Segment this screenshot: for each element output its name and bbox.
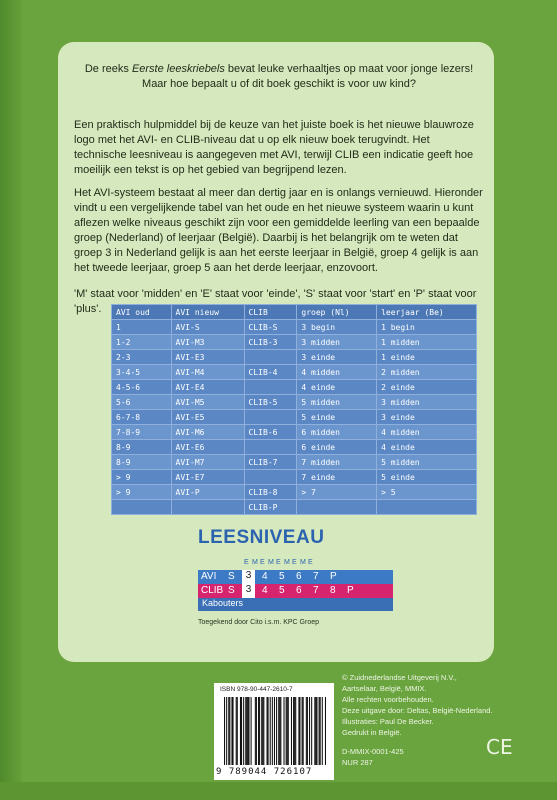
barcode-bar [237, 697, 238, 765]
publisher-info [342, 672, 493, 738]
table-cell-leerjaar: 2 midden [377, 365, 477, 380]
barcode-bar [258, 697, 259, 765]
table-row [112, 455, 477, 470]
barcode-bar [279, 697, 280, 765]
avi-level-value: 5 [279, 571, 285, 582]
barcode-bar [280, 697, 281, 765]
table-cell-nieuw: AVI-E7 [171, 470, 244, 485]
table-cell-groep: 7 midden [297, 455, 377, 470]
barcode-bar [228, 697, 229, 765]
leesniveau-logo [198, 527, 398, 647]
logo-title-lees: LEES [198, 527, 250, 548]
logo-credit: Toegekend door Cito i.s.m. KPC Groep [198, 619, 320, 626]
barcode-bar [311, 697, 312, 765]
logo-title-niveau: NIVEAU [249, 527, 325, 548]
table-cell-leerjaar: 5 einde [377, 470, 477, 485]
table-cell-nieuw: AVI-M3 [171, 335, 244, 350]
barcode-bar [294, 697, 295, 765]
table-cell-oud: 2-3 [112, 350, 172, 365]
barcode-bar [224, 697, 225, 765]
barcode-bar [307, 697, 308, 765]
table-cell-nieuw: AVI-P [171, 485, 244, 500]
book-spine [0, 0, 22, 800]
barcode-bar [251, 697, 252, 765]
isbn-digits: 9 789044 726107 [216, 767, 313, 777]
table-cell-leerjaar: 4 einde [377, 440, 477, 455]
barcode-bar [303, 697, 304, 765]
table-row [112, 500, 477, 515]
barcode-bar [286, 697, 287, 765]
intro-line1-start: De reeks [84, 63, 132, 75]
table-row [112, 485, 477, 500]
table-cell-groep: 3 einde [297, 350, 377, 365]
deposit-code: D-MMIX-0001-425 [342, 747, 404, 756]
barcode-bar [314, 697, 315, 765]
table-row [112, 410, 477, 425]
scale-marker: M [252, 559, 258, 566]
header-groep: groep (Nl) [297, 305, 377, 320]
table-cell-clib [244, 470, 297, 485]
avi-comparison-table [111, 304, 477, 515]
barcode-bar [319, 697, 320, 765]
barcode-bar [255, 697, 256, 765]
avi-level-bar [198, 570, 393, 584]
header-leerjaar: leerjaar (Be) [377, 305, 477, 320]
table-cell-groep: 7 einde [297, 470, 377, 485]
table-cell-leerjaar: 5 midden [377, 455, 477, 470]
barcode-bar [243, 697, 244, 765]
barcode-bars [224, 697, 326, 765]
table-cell-clib: CLIB-P [244, 500, 297, 515]
table-row [112, 365, 477, 380]
table-row [112, 320, 477, 335]
table-cell-groep: 4 einde [297, 380, 377, 395]
table-cell-oud: 5-6 [112, 395, 172, 410]
table-cell-leerjaar: 1 einde [377, 350, 477, 365]
barcode-bar [325, 697, 326, 765]
table-cell-nieuw: AVI-E5 [171, 410, 244, 425]
table-cell-groep: 6 midden [297, 425, 377, 440]
clib-bar-highlight: 3 [242, 584, 255, 598]
table-cell-oud: 6-7-8 [112, 410, 172, 425]
barcode-bar [276, 697, 277, 765]
table-cell-groep: 4 midden [297, 365, 377, 380]
table-cell-oud: > 9 [112, 470, 172, 485]
publisher-line: Gedrukt in België. [342, 728, 402, 737]
paragraph-logo: Een praktisch hulpmiddel bij de keuze van het juiste boek is het nieuwe blauwroze logo met het AVI- en CLIB-niveau dat u op elk nieuw boek terugvindt. Het technische leesniveau is aangegeven met AVI, terwijl CLIB een indicatie geeft hoe moeilijk een tekst is op het gebied van begrijpend lezen. [74, 119, 474, 176]
table-row [112, 425, 477, 440]
scale-marker: M [300, 559, 306, 566]
table-cell-nieuw: AVI-M4 [171, 365, 244, 380]
intro-line1-end: bevat leuke verhaaltjes op maat voor jonge lezers! [224, 63, 474, 75]
table-header-row [112, 305, 477, 320]
table-cell-leerjaar: 1 midden [377, 335, 477, 350]
table-cell-clib [244, 350, 297, 365]
avi-bar-start: S [228, 571, 235, 582]
logo-title [198, 527, 324, 549]
table-cell-clib: CLIB-3 [244, 335, 297, 350]
avi-level-value: 6 [296, 571, 302, 582]
table-cell-clib [244, 440, 297, 455]
table-cell-groep: > 7 [297, 485, 377, 500]
barcode-bar [247, 697, 248, 765]
table-cell-oud: 1-2 [112, 335, 172, 350]
barcode-bar [274, 697, 275, 765]
table-cell-clib: CLIB-7 [244, 455, 297, 470]
table-cell-nieuw: AVI-M5 [171, 395, 244, 410]
table-cell-oud: 8-9 [112, 455, 172, 470]
table-cell-groep [297, 500, 377, 515]
barcode-bar [262, 697, 263, 765]
table-cell-groep: 3 midden [297, 335, 377, 350]
table-row [112, 335, 477, 350]
table-cell-oud: 4-5-6 [112, 380, 172, 395]
table-cell-nieuw: AVI-E6 [171, 440, 244, 455]
table-cell-groep: 6 einde [297, 440, 377, 455]
table-row [112, 350, 477, 365]
table-row [112, 470, 477, 485]
cover-bottom-edge [0, 782, 557, 800]
barcode-bar [226, 697, 227, 765]
intro-line2: Maar hoe bepaalt u of dit boek geschikt is voor uw kind? [142, 78, 416, 90]
barcode-bar [270, 697, 271, 765]
avi-bar-highlight: 3 [242, 570, 255, 584]
table-cell-groep: 5 einde [297, 410, 377, 425]
avi-bar-label: AVI [201, 571, 217, 582]
table-cell-leerjaar: 1 begin [377, 320, 477, 335]
paragraph-abbreviations: 'M' staat voor 'midden' en 'E' staat voor 'einde', 'S' staat voor 'start' en 'P' staat voor 'plus'. [74, 288, 477, 315]
table-cell-leerjaar: > 5 [377, 485, 477, 500]
isbn-barcode [214, 683, 334, 780]
level-scale [198, 559, 393, 619]
ce-mark: CE [486, 735, 513, 759]
barcode-bar [268, 697, 269, 765]
scale-marker: E [308, 559, 313, 566]
clib-level-value: 7 [313, 585, 319, 596]
info-panel [58, 42, 494, 662]
barcode-bar [236, 697, 237, 765]
clib-bar-label: CLIB [201, 585, 224, 596]
table-cell-nieuw: AVI-M6 [171, 425, 244, 440]
barcode-bar [256, 697, 257, 765]
table-cell-clib: CLIB-6 [244, 425, 297, 440]
table-cell-oud: 3-4-5 [112, 365, 172, 380]
table-cell-nieuw: AVI-S [171, 320, 244, 335]
barcode-bar [287, 697, 288, 765]
barcode-bar [246, 697, 247, 765]
barcode-bar [293, 697, 294, 765]
barcode-bar [315, 697, 316, 765]
publisher-line: Alle rechten voorbehouden. [342, 695, 434, 704]
barcode-bar [316, 697, 317, 765]
barcode-bar [302, 697, 303, 765]
barcode-bar [272, 697, 273, 765]
table-cell-leerjaar: 3 einde [377, 410, 477, 425]
barcode-bar [267, 697, 268, 765]
header-avi-nieuw: AVI nieuw [171, 305, 244, 320]
barcode-bar [295, 697, 296, 765]
scale-marker: M [284, 559, 290, 566]
table-cell-nieuw: AVI-M7 [171, 455, 244, 470]
table-cell-groep: 3 begin [297, 320, 377, 335]
publication-codes [342, 746, 404, 768]
header-avi-oud: AVI oud [112, 305, 172, 320]
table-cell-leerjaar [377, 500, 477, 515]
scale-top-markers [198, 559, 393, 570]
barcode-bar [233, 697, 234, 765]
table-cell-oud: 7-8-9 [112, 425, 172, 440]
table-body [112, 320, 477, 515]
barcode-bar [284, 697, 285, 765]
barcode-bar [322, 697, 323, 765]
header-clib: CLIB [244, 305, 297, 320]
barcode-bar [263, 697, 264, 765]
table-cell-leerjaar: 4 midden [377, 425, 477, 440]
table-row [112, 440, 477, 455]
clib-level-value: 8 [330, 585, 336, 596]
table-row [112, 395, 477, 410]
barcode-bar [320, 697, 321, 765]
table-cell-clib: CLIB-S [244, 320, 297, 335]
barcode-bar [261, 697, 262, 765]
table-row [112, 380, 477, 395]
barcode-bar [299, 697, 300, 765]
scale-marker: E [292, 559, 297, 566]
barcode-bar [241, 697, 242, 765]
nur-code: NUR 287 [342, 758, 373, 767]
barcode-bar [309, 697, 310, 765]
table-cell-clib [244, 380, 297, 395]
barcode-bar [306, 697, 307, 765]
avi-level-value: 7 [313, 571, 319, 582]
scale-marker: E [276, 559, 281, 566]
avi-level-value: 4 [262, 571, 268, 582]
barcode-bar [231, 697, 232, 765]
publisher-line: Illustraties: Paul De Becker. [342, 717, 434, 726]
barcode-bar [259, 697, 260, 765]
intro-text [74, 62, 484, 92]
clib-level-value: P [347, 585, 354, 596]
barcode-bar [229, 697, 230, 765]
kabouters-bar: Kabouters [198, 598, 393, 611]
table-cell-oud: 8-9 [112, 440, 172, 455]
table-cell-groep: 5 midden [297, 395, 377, 410]
clib-level-bar [198, 584, 393, 598]
clib-bar-start: S [228, 585, 235, 596]
clib-level-value: 4 [262, 585, 268, 596]
barcode-bar [291, 697, 292, 765]
table-cell-oud: > 9 [112, 485, 172, 500]
table-cell-clib: CLIB-5 [244, 395, 297, 410]
table-cell-oud: 1 [112, 320, 172, 335]
table-cell-clib: CLIB-8 [244, 485, 297, 500]
barcode-bar [298, 697, 299, 765]
table-cell-clib: CLIB-4 [244, 365, 297, 380]
barcode-bar [245, 697, 246, 765]
table-cell-leerjaar: 2 einde [377, 380, 477, 395]
clib-level-value: 6 [296, 585, 302, 596]
barcode-bar [288, 697, 289, 765]
scale-marker: E [260, 559, 265, 566]
barcode-bar [240, 697, 241, 765]
scale-marker: M [268, 559, 274, 566]
scale-marker: E [244, 559, 249, 566]
publisher-line: Deze uitgave door: Deltas, België-Nederland. [342, 706, 493, 715]
series-title: Eerste leeskriebels [131, 63, 225, 75]
barcode-bar [248, 697, 249, 765]
table-cell-clib [244, 410, 297, 425]
barcode-bar [278, 697, 279, 765]
clib-level-value: 5 [279, 585, 285, 596]
table-cell-leerjaar: 3 midden [377, 395, 477, 410]
isbn-text: ISBN 978-90-447-2610-7 [220, 686, 293, 693]
table-cell-nieuw [171, 500, 244, 515]
publisher-line: © Zuidnederlandse Uitgeverij N.V., [342, 673, 457, 682]
avi-level-value: P [330, 571, 337, 582]
table-cell-oud [112, 500, 172, 515]
publisher-line: Aartselaar, België, MMIX. [342, 684, 427, 693]
table-cell-nieuw: AVI-E3 [171, 350, 244, 365]
paragraph-avi-system: Het AVI-systeem bestaat al meer dan dertig jaar en is onlangs vernieuwd. Hieronder vindt u een vergelijkende tabel van het oude en het nieuwe systeem waarin u kunt aflezen welke niveaus geschikt zijn voor een gemiddelde leerling van een bepaalde groep (Nederland) of leerjaar (België). Daarbij is het belangrijk om te weten dat groep 3 in Nederland gelijk is aan het eerste leerjaar in België, groep 4 gelijk is aan het tweede leerjaar, groep 5 aan het derde leerjaar, enzovoort. [74, 187, 483, 274]
table-cell-nieuw: AVI-E4 [171, 380, 244, 395]
